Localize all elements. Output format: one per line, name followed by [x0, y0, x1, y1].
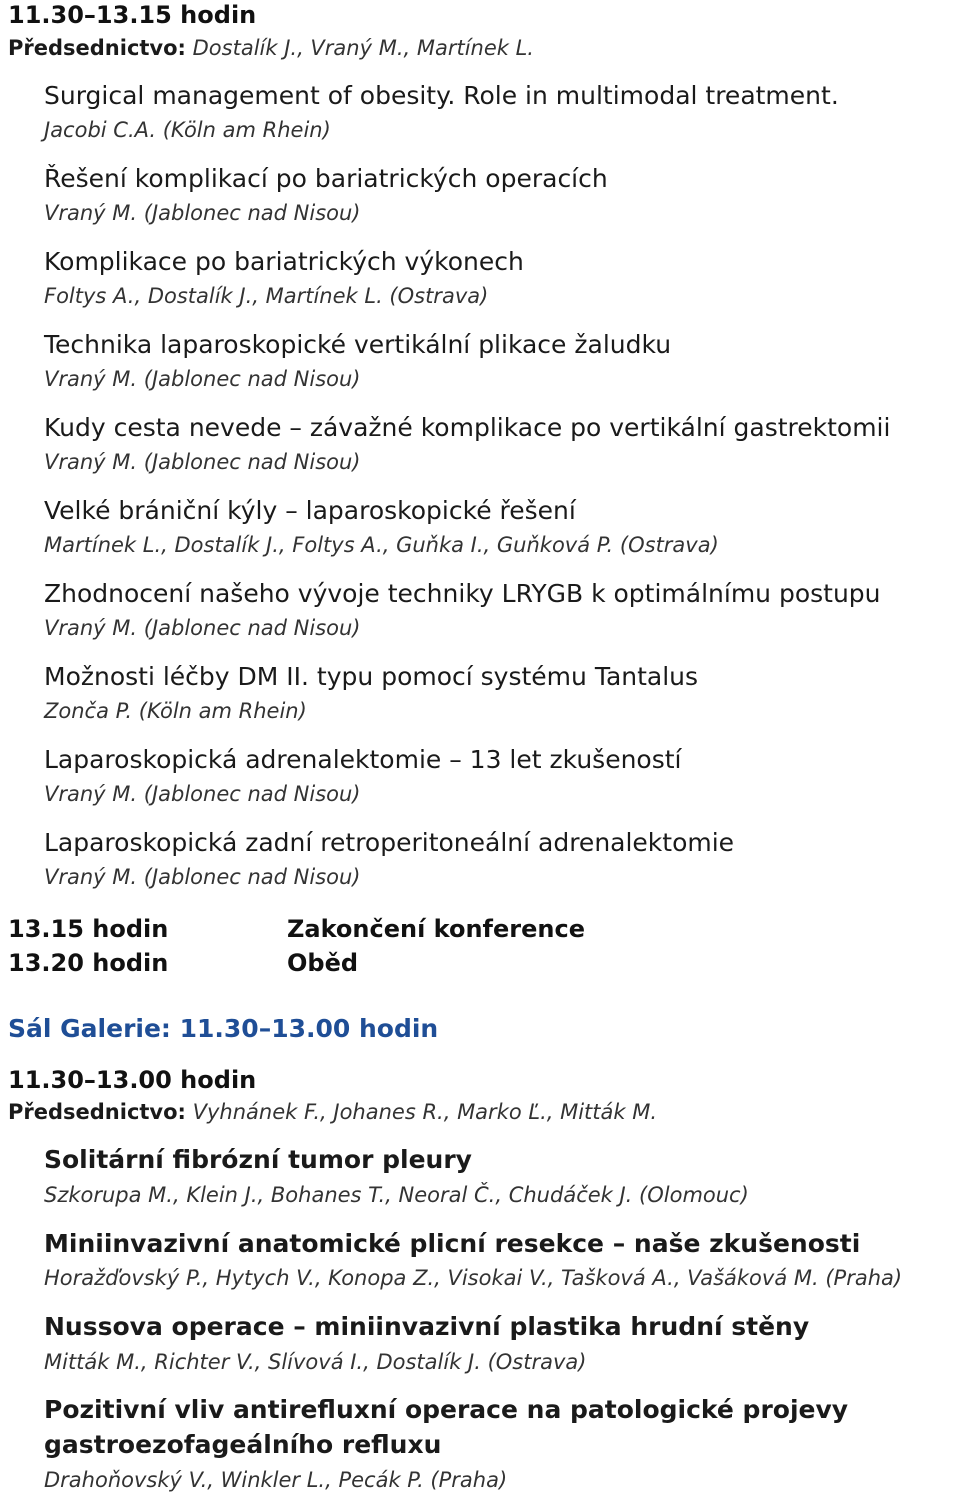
talk-author: Foltys A., Dostalík J., Martínek L. (Ostrava) — [44, 284, 489, 308]
talk-author: Vraný M. (Jablonec nad Nisou) — [44, 782, 361, 806]
talk-author: Szkorupa M., Klein J., Bohanes T., Neoral Č., Chudáček J. (Olomouc) — [44, 1183, 749, 1207]
schedule-time: 13.20 hodin — [8, 949, 169, 977]
talk-title: Velké brániční kýly – laparoskopické řešení — [44, 496, 576, 525]
talk-title: Řešení komplikací po bariatrických operacích — [44, 164, 608, 193]
talk-author: Vraný M. (Jablonec nad Nisou) — [44, 865, 361, 889]
talk-author: Zonča P. (Köln am Rhein) — [44, 699, 307, 723]
talk-title: Miniinvazivní anatomické plicní resekce – naše zkušenosti — [44, 1229, 861, 1258]
talk-author: Vraný M. (Jablonec nad Nisou) — [44, 367, 361, 391]
schedule-label: Zakončení konference — [287, 915, 585, 943]
talk-author: Drahoňovský V., Winkler L., Pecák P. (Praha) — [44, 1468, 508, 1492]
talk-author: Mitták M., Richter V., Slívová I., Dostalík J. (Ostrava) — [44, 1350, 587, 1374]
talk-title: Laparoskopická adrenalektomie – 13 let zkušeností — [44, 745, 682, 774]
talk-title-continued: gastroezofageálního refluxu — [44, 1430, 442, 1459]
chair-label: Předsednictvo: — [8, 1100, 186, 1124]
chair-names: Dostalík J., Vraný M., Martínek L. — [192, 36, 534, 60]
talk-title: Technika laparoskopické vertikální plikace žaludku — [44, 330, 672, 359]
talk-author: Vraný M. (Jablonec nad Nisou) — [44, 201, 361, 225]
talk-title: Komplikace po bariatrických výkonech — [44, 247, 524, 276]
talk-author: Vraný M. (Jablonec nad Nisou) — [44, 616, 361, 640]
talk-title: Možnosti léčby DM II. typu pomocí systému Tantalus — [44, 662, 699, 691]
talk-author: Vraný M. (Jablonec nad Nisou) — [44, 450, 361, 474]
talk-title: Solitární fibrózní tumor pleury — [44, 1145, 472, 1174]
session-chair — [8, 1098, 657, 1126]
session-chair — [8, 34, 534, 62]
schedule-label: Oběd — [287, 949, 359, 977]
section-heading: Sál Galerie: 11.30–13.00 hodin — [8, 1014, 439, 1043]
talk-author: Horažďovský P., Hytych V., Konopa Z., Visokai V., Tašková A., Vašáková M. (Praha) — [44, 1266, 903, 1290]
talk-title: Laparoskopická zadní retroperitoneální adrenalektomie — [44, 828, 735, 857]
talk-title: Nussova operace – miniinvazivní plastika hrudní stěny — [44, 1312, 810, 1341]
talk-title: Surgical management of obesity. Role in multimodal treatment. — [44, 81, 839, 110]
talk-title: Pozitivní vliv antirefluxní operace na patologické projevy — [44, 1395, 849, 1424]
talk-title: Zhodnocení našeho vývoje techniky LRYGB k optimálnímu postupu — [44, 579, 881, 608]
session-time: 11.30–13.15 hodin — [8, 1, 257, 29]
talk-title: Kudy cesta nevede – závažné komplikace po vertikální gastrektomii — [44, 413, 891, 442]
chair-names: Vyhnánek F., Johanes R., Marko Ľ., Mitták M. — [192, 1100, 658, 1124]
talk-author: Martínek L., Dostalík J., Foltys A., Guňka I., Guňková P. (Ostrava) — [44, 533, 719, 557]
session-time: 11.30–13.00 hodin — [8, 1066, 257, 1094]
schedule-time: 13.15 hodin — [8, 915, 169, 943]
chair-label: Předsednictvo: — [8, 36, 186, 60]
talk-author: Jacobi C.A. (Köln am Rhein) — [44, 118, 331, 142]
